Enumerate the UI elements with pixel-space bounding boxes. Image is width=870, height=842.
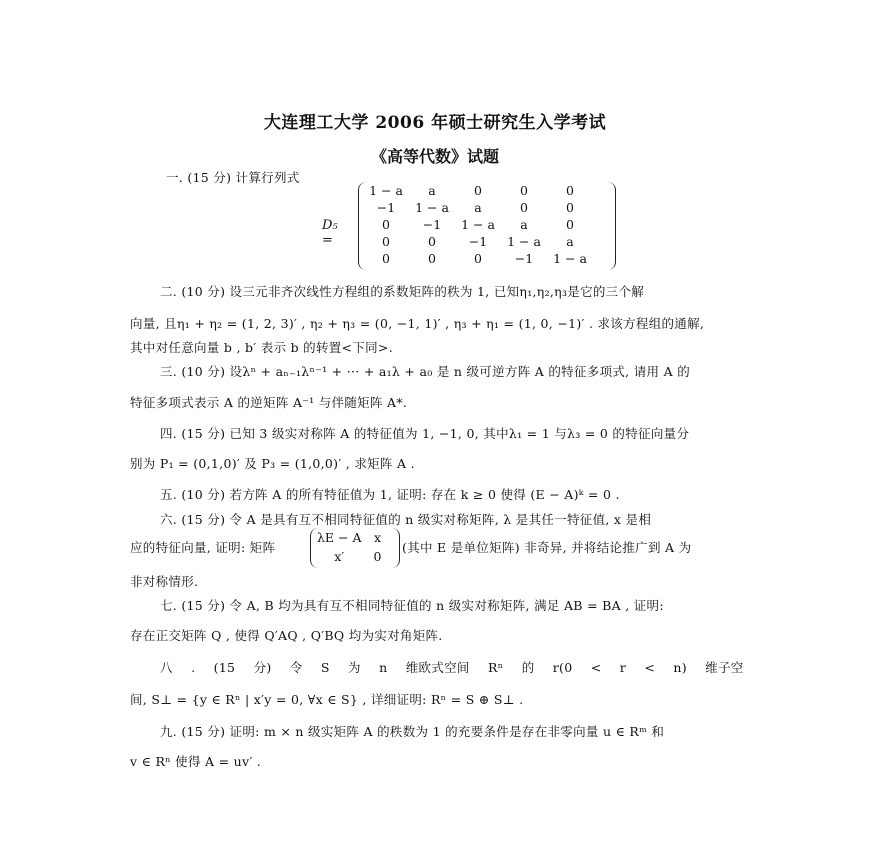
determinant-label: D₅ = <box>322 218 338 248</box>
question-9-line-1: 九. (15 分) 证明: m × n 级实矩阵 A 的秩数为 1 的充要条件是存在非零向量 u ∈ Rᵐ 和 <box>160 724 665 739</box>
question-3-line-2: 特征多项式表示 A 的逆矩阵 A⁻¹ 与伴随矩阵 A*. <box>130 395 408 410</box>
matrix-cell: 1 − a <box>553 251 587 266</box>
question-8-line-1: 八 . (15 分) 令 S 为 n 维欧式空间 Rⁿ 的 r(0 < r < n) 维子空 <box>160 660 744 675</box>
matrix-cell: 0 <box>520 183 528 198</box>
question-7-line-2: 存在正交矩阵 Q , 使得 Q′AQ , Q′BQ 均为实对角矩阵. <box>130 628 443 643</box>
matrix-cell: 0 <box>428 251 436 266</box>
question-9-line-2: v ∈ Rⁿ 使得 A = uv′ . <box>130 754 262 769</box>
matrix-cell: 1 − a <box>415 200 449 215</box>
matrix-cell: 0 <box>566 217 574 232</box>
question-6-line-1: 六. (15 分) 令 A 是具有互不相同特征值的 n 级实对称矩阵, λ 是其任一特征值, x 是相 <box>160 512 652 527</box>
question-7-line-1: 七. (15 分) 令 A, B 均为具有互不相同特征值的 n 级实对称矩阵, 满足 AB = BA , 证明: <box>160 598 664 613</box>
matrix-cell: −1 <box>422 217 442 232</box>
matrix-cell: 0 <box>373 549 382 564</box>
question-4-line-1: 四. (15 分) 已知 3 级实对称阵 A 的特征值为 1, −1, 0, 其中λ₁ = 1 与λ₃ = 0 的特征向量分 <box>160 426 690 441</box>
matrix-cell: 0 <box>382 217 390 232</box>
question-4-line-2: 别为 P₁ = (0,1,0)′ 及 P₃ = (1,0,0)′ , 求矩阵 A . <box>130 456 415 471</box>
exam-subtitle: 《高等代数》试题 <box>370 147 499 166</box>
exam-title: 大连理工大学 2006 年硕士研究生入学考试 <box>263 113 607 133</box>
question-2-line-1: 二. (10 分) 设三元非齐次线性方程组的系数矩阵的秩为 1, 已知η₁,η₂,η₃是它的三个解 <box>160 284 645 299</box>
matrix-cell: λE − A <box>317 530 362 545</box>
matrix-cell: a <box>428 183 436 198</box>
matrix-cell: 0 <box>474 183 482 198</box>
matrix-cell: a <box>474 200 482 215</box>
matrix-cell: 1 − a <box>461 217 495 232</box>
question-2-line-2: 向量, 且η₁ + η₂ = (1, 2, 3)′ , η₂ + η₃ = (0, −1, 1)′ , η₃ + η₁ = (1, 0, −1)′ . 求该方程组的通解, <box>130 316 705 331</box>
question-8-line-2: 间, S⊥ = {y ∈ Rⁿ | x′y = 0, ∀x ∈ S} , 详细证明: Rⁿ = S ⊕ S⊥ . <box>130 692 524 707</box>
matrix-cell: −1 <box>468 234 488 249</box>
matrix-cell: x′ <box>334 549 345 564</box>
matrix-cell: 1 − a <box>507 234 541 249</box>
matrix-cell: 0 <box>382 234 390 249</box>
question-6-line-2a: 应的特征向量, 证明: 矩阵 <box>130 540 276 555</box>
matrix-cell: x <box>373 530 381 545</box>
determinant-matrix <box>358 182 616 270</box>
question-2-line-3: 其中对任意向量 b , b′ 表示 b 的转置<下同>. <box>130 340 393 355</box>
question-6-line-3: 非对称情形. <box>130 574 199 589</box>
question-6-block-matrix <box>310 528 400 568</box>
matrix-cell: a <box>520 217 528 232</box>
matrix-cell: 0 <box>566 200 574 215</box>
matrix-cell: −1 <box>376 200 396 215</box>
matrix-cell: 0 <box>474 251 482 266</box>
matrix-cell: a <box>566 234 574 249</box>
question-3-line-1: 三. (10 分) 设λⁿ + aₙ₋₁λⁿ⁻¹ + ··· + a₁λ + a₀ 是 n 级可逆方阵 A 的特征多项式, 请用 A 的 <box>160 364 691 379</box>
question-6-line-2b: (其中 E 是单位矩阵) 非奇异, 并将结论推广到 A 为 <box>402 540 692 555</box>
matrix-cell: 0 <box>382 251 390 266</box>
matrix-cell: 0 <box>566 183 574 198</box>
question-5-line-1: 五. (10 分) 若方阵 A 的所有特征值为 1, 证明: 存在 k ≥ 0 使得 (E − A)ᵏ = 0 . <box>160 487 620 502</box>
matrix-cell: 1 − a <box>369 183 403 198</box>
matrix-cell: −1 <box>514 251 534 266</box>
matrix-cell: 0 <box>428 234 436 249</box>
question-1-text: 一. (15 分) 计算行列式 <box>166 170 300 185</box>
matrix-cell: 0 <box>520 200 528 215</box>
